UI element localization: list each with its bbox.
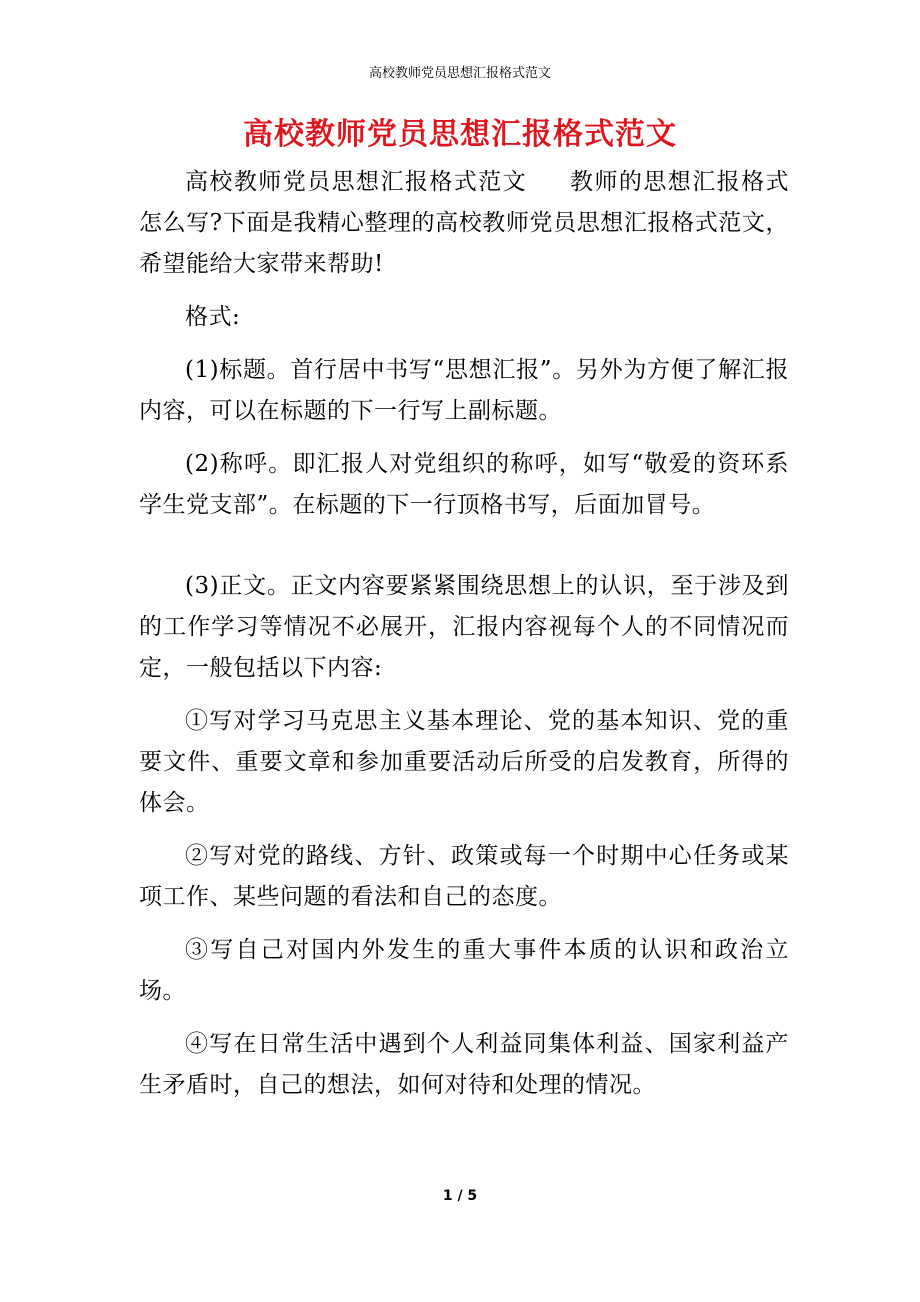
body-point-4: ④写在日常生活中遇到个人利益同集体利益、国家利益产生矛盾时，自己的想法，如何对待和处理的情况。: [139, 1031, 789, 1098]
document-title: 高校教师党员思想汇报格式范文: [243, 117, 677, 152]
body-point-3: ③写自己对国内外发生的重大事件本质的认识和政治立场。: [139, 937, 789, 1004]
page-number: 1 / 5: [442, 1188, 478, 1204]
format-label: 格式:: [185, 304, 241, 330]
format-item-salutation: (2)称呼。即汇报人对党组织的称呼，如写“敬爱的资环系学生党支部”。在标题的下一行顶格书写，后面加冒号。: [139, 451, 789, 518]
intro-title-echo: 高校教师党员思想汇报格式范文: [185, 169, 528, 195]
document-body: [139, 162, 789, 1118]
intro-text: 教师的思想汇报格式怎么写?下面是我精心整理的高校教师党员思想汇报格式范文，希望能给大家带来帮助!: [139, 169, 790, 277]
format-item-title: (1)标题。首行居中书写“思想汇报”。另外为方便了解汇报内容，可以在标题的下一行写上副标题。: [139, 357, 789, 424]
body-point-1: ①写对学习马克思主义基本理论、党的基本知识、党的重要文件、重要文章和参加重要活动后所受的启发教育，所得的体会。: [139, 708, 789, 816]
format-item-body: (3)正文。正文内容要紧紧围绕思想上的认识，至于涉及到的工作学习等情况不必展开，汇报内容视每个人的不同情况而定，一般包括以下内容:: [139, 573, 789, 681]
running-header: 高校教师党员思想汇报格式范文: [368, 66, 551, 81]
body-point-2: ②写对党的路线、方针、政策或每一个时期中心任务或某项工作、某些问题的看法和自己的态度。: [139, 843, 789, 910]
intro-paragraph: [139, 162, 789, 285]
